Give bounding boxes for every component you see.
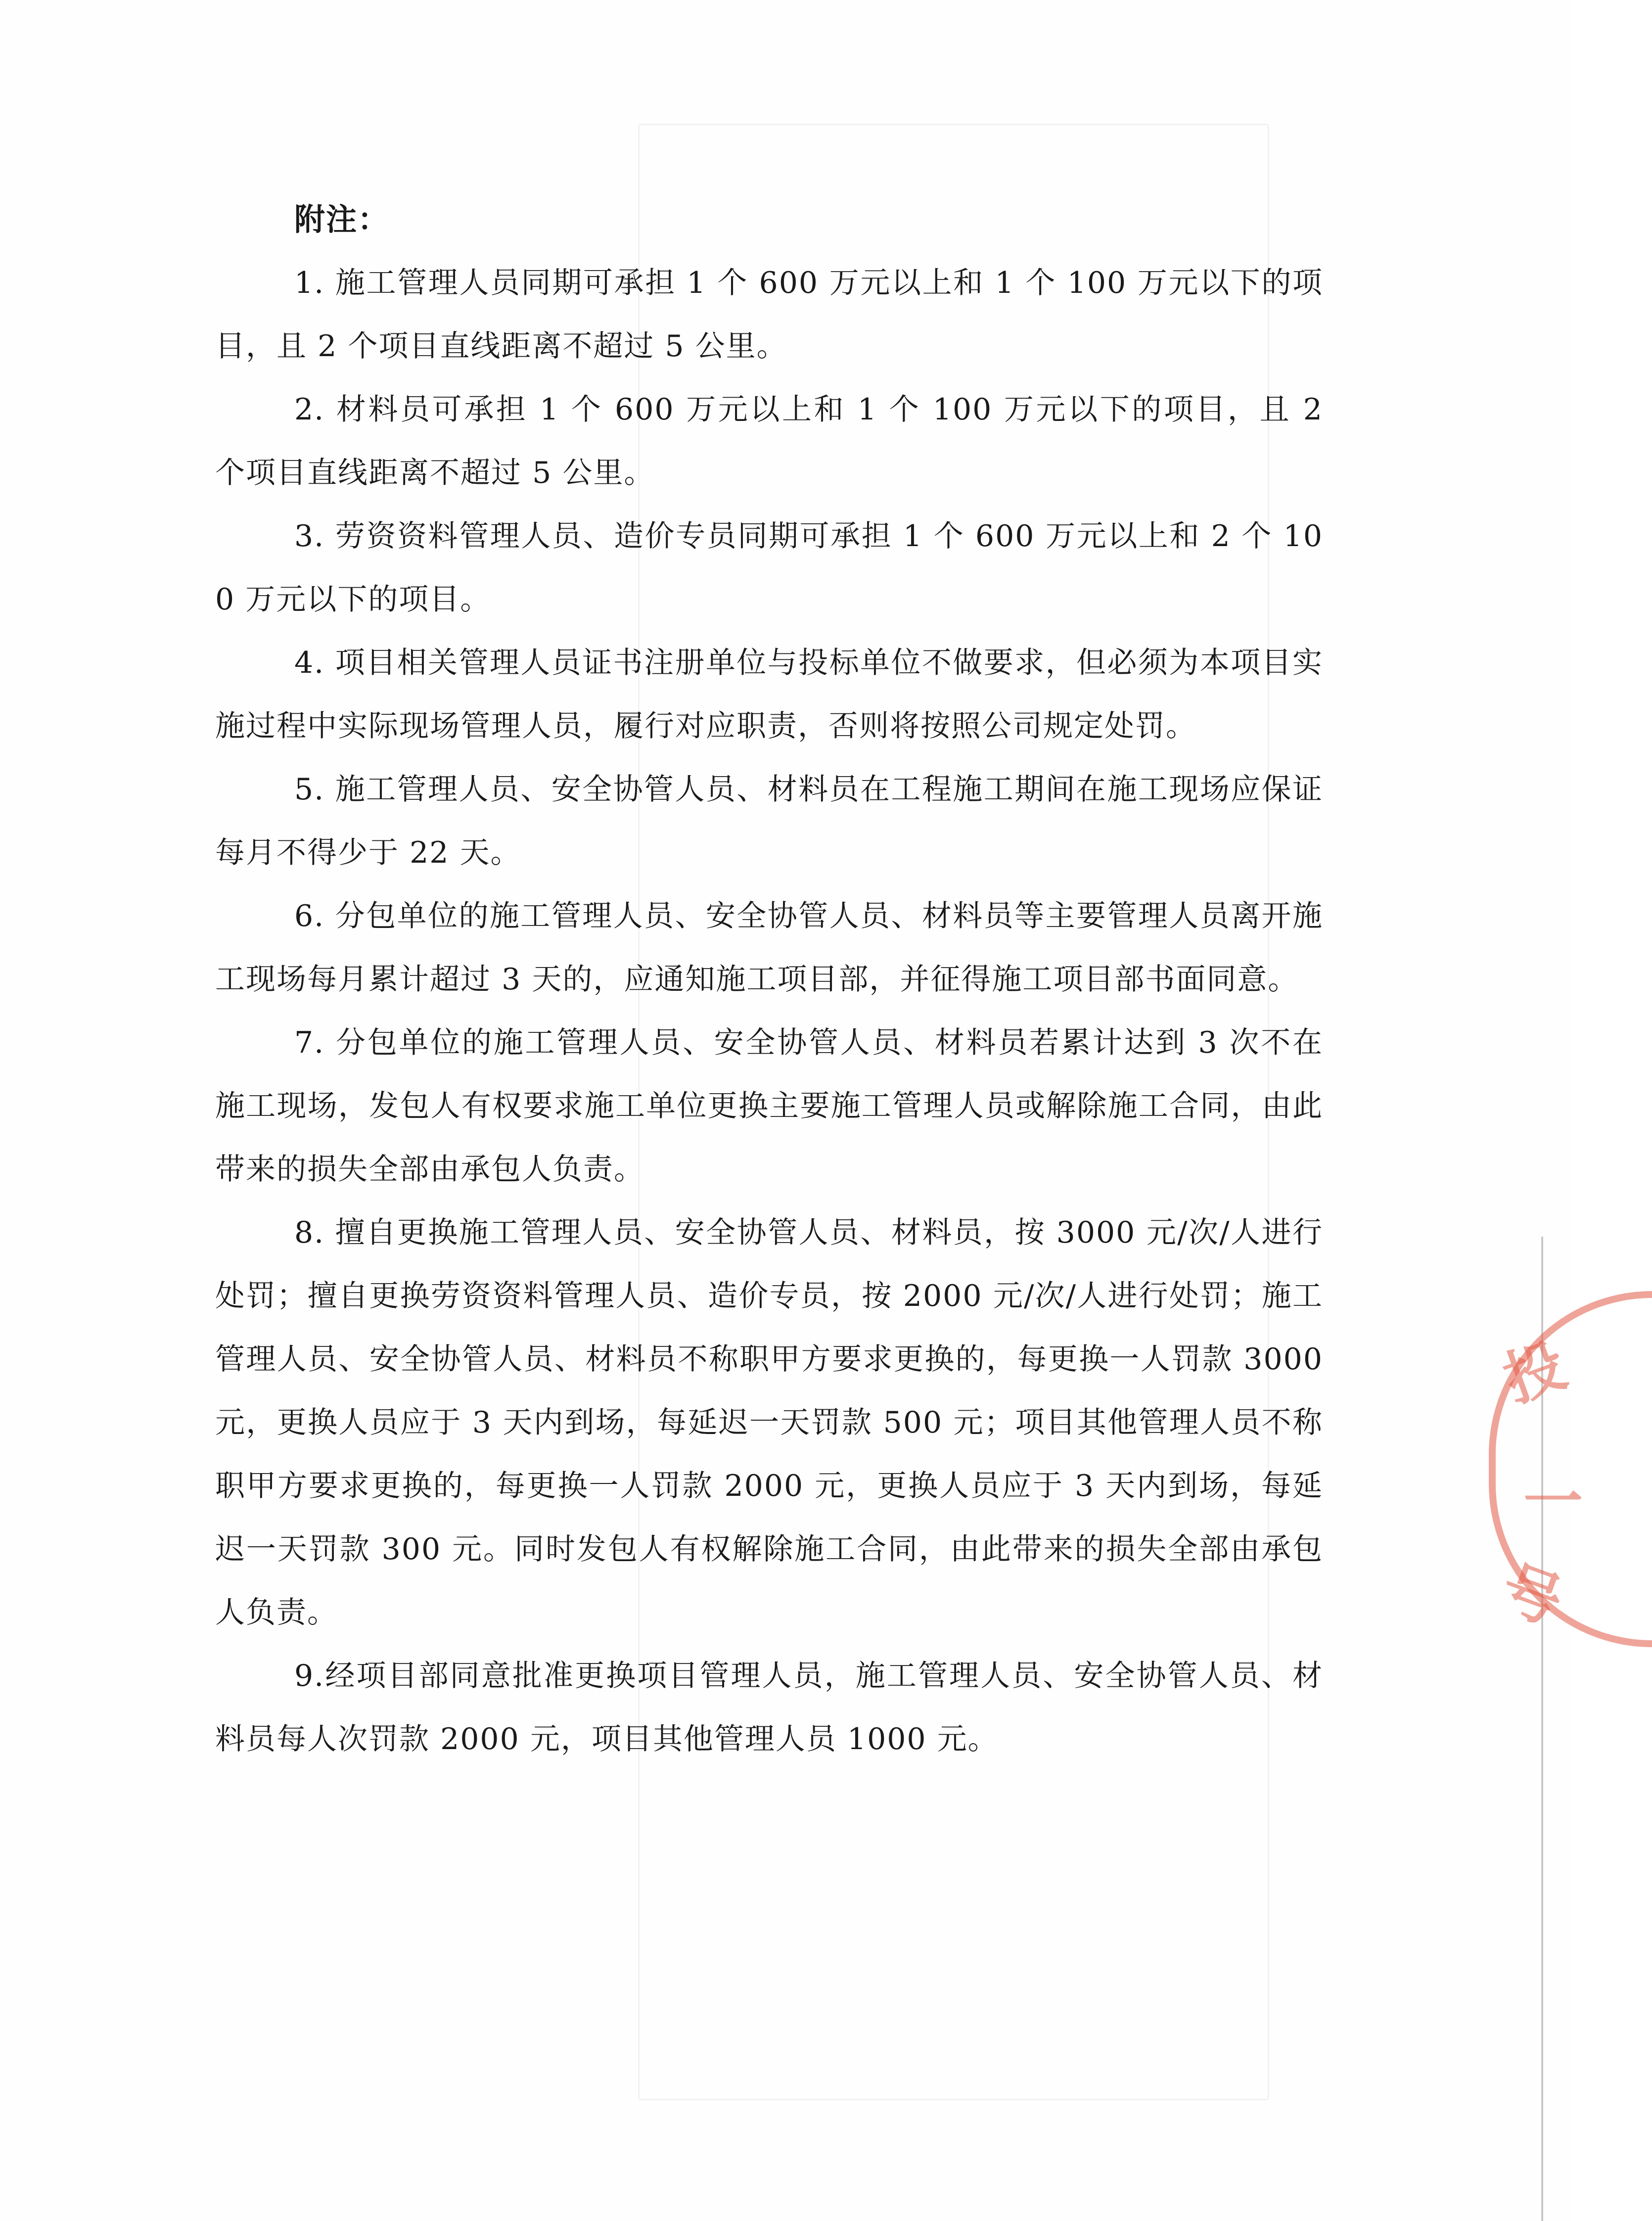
note-item-7: 7. 分包单位的施工管理人员、安全协管人员、材料员若累计达到 3 次不在施工现场，发包人有权要求施工单位更换主要施工管理人员或解除施工合同，由此带来的损失全部由承包人负责。 (215, 1025, 1323, 1187)
seal-glyph: 一 (1523, 1467, 1583, 1536)
note-item-6: 6. 分包单位的施工管理人员、安全协管人员、材料员等主要管理人员离开施工现场每月累计超过 3 天的，应通知施工项目部，并征得施工项目部书面同意。 (215, 899, 1323, 997)
seal-glyph: 投 (1495, 1330, 1575, 1416)
notes-heading: 附注： (294, 201, 390, 237)
note-item-1: 1. 施工管理人员同期可承担 1 个 600 万元以上和 1 个 100 万元以下的项目，且 2 个项目直线距离不超过 5 公里。 (215, 266, 1323, 364)
note-item-4: 4. 项目相关管理人员证书注册单位与投标单位不做要求，但必须为本项目实施过程中实际现场管理人员，履行对应职责，否则将按照公司规定处罚。 (215, 646, 1323, 743)
notes-section (215, 188, 1323, 1771)
seal-glyph: 号 (1492, 1552, 1572, 1638)
note-item-3: 3. 劳资资料管理人员、造价专员同期可承担 1 个 600 万元以上和 2 个 100 万元以下的项目。 (215, 519, 1323, 617)
note-item-2: 2. 材料员可承担 1 个 600 万元以上和 1 个 100 万元以下的项目，且 2 个项目直线距离不超过 5 公里。 (215, 392, 1323, 490)
note-item-8: 8. 擅自更换施工管理人员、安全协管人员、材料员，按 3000 元/次/人进行处罚；擅自更换劳资资料管理人员、造价专员，按 2000 元/次/人进行处罚；施工管理人员、安全协管人员、材料员不称职甲方要求更换的，每更换一人罚款 3000 元，更换人员应于 3 天内到场，每延迟一天罚款 500 元；项目其他管理人员不称职甲方要求更换的，每更换一人罚款 2000 元，更换人员应于 3 天内到场，每延迟一天罚款 300 元。同时发包人有权解除施工合同，由此带来的损失全部由承包人负责。 (215, 1215, 1323, 1630)
note-item-5: 5. 施工管理人员、安全协管人员、材料员在工程施工期间在施工现场应保证每月不得少于 22 天。 (215, 772, 1323, 870)
note-item-9: 9.经项目部同意批准更换项目管理人员，施工管理人员、安全协管人员、材料员每人次罚款 2000 元，项目其他管理人员 1000 元。 (215, 1659, 1323, 1757)
